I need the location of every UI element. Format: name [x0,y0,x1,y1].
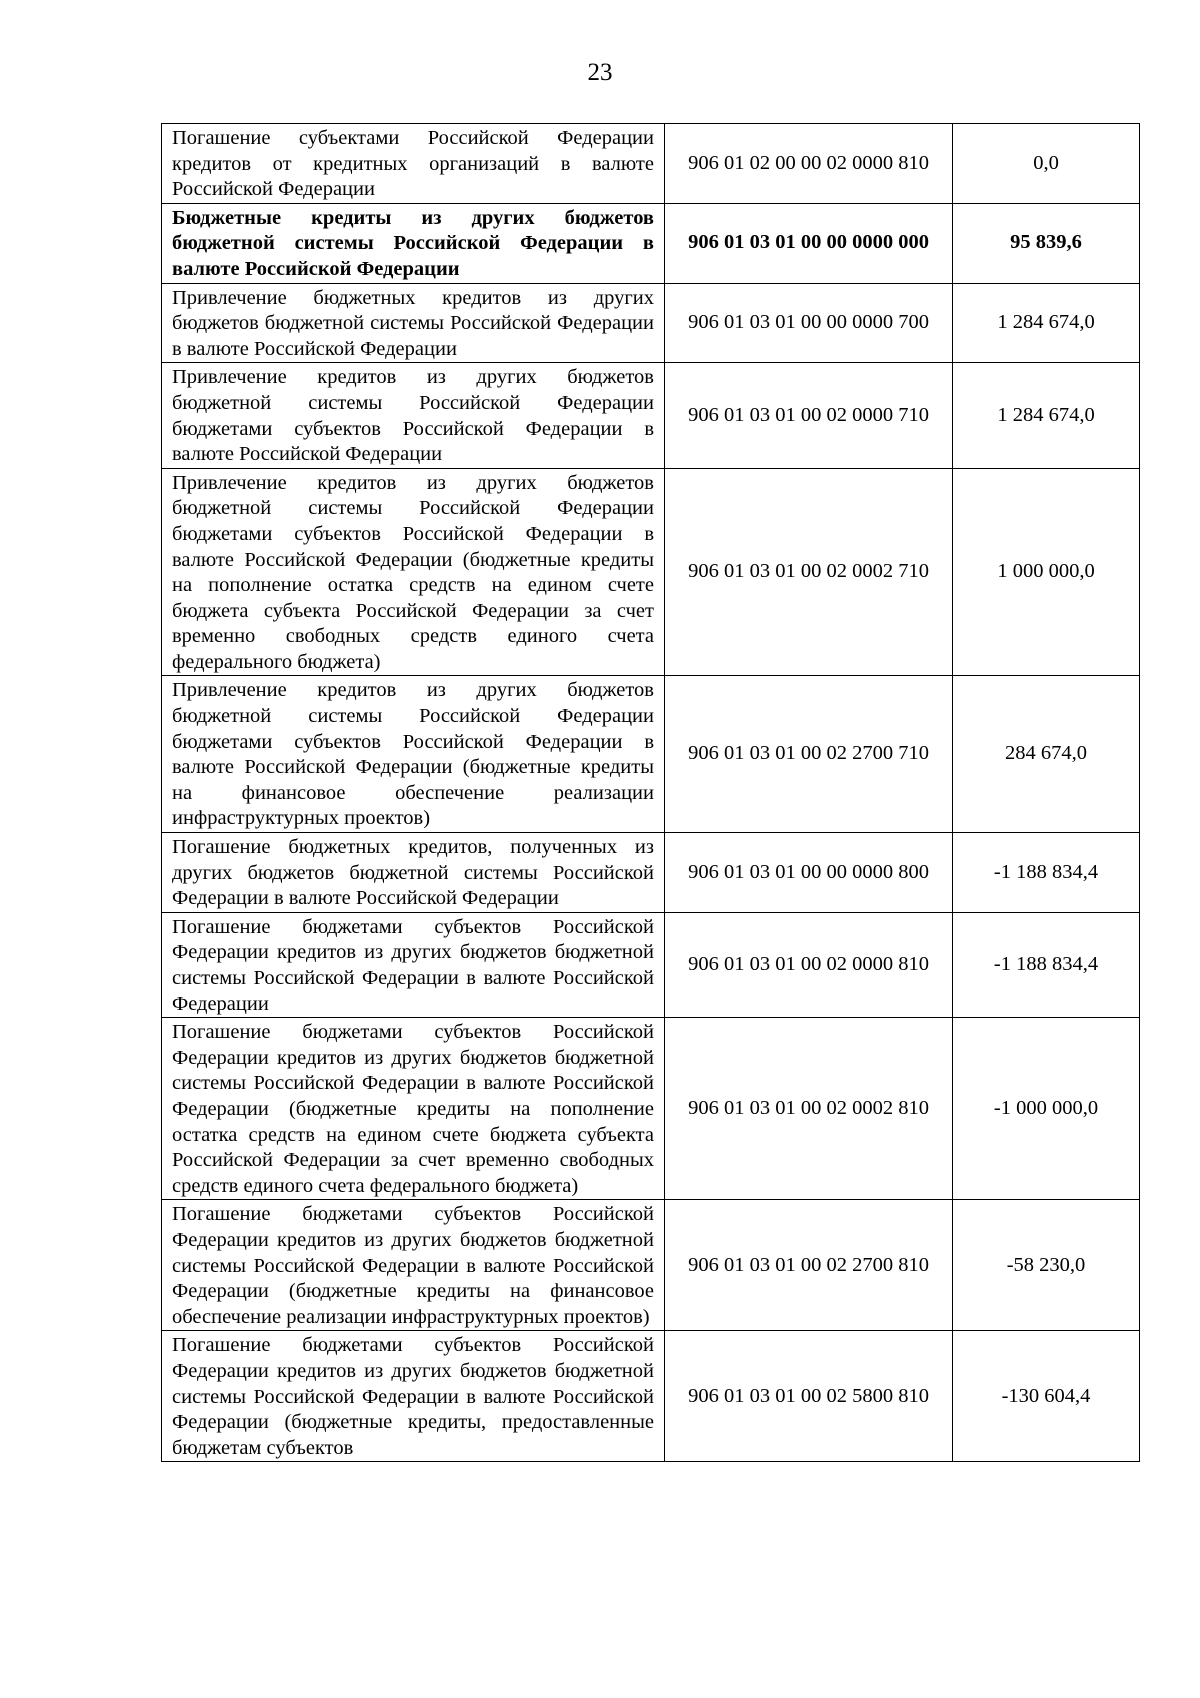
row-description: Привлечение кредитов из других бюджетов бюджетной системы Российской Федерации бюджетами субъектов Российской Федерации в валюте Российской Федерации (бюджетные кредиты на финансовое обеспечение реализации инфраструктурных проектов) [162,676,665,833]
row-code: 906 01 03 01 00 00 0000 800 [665,833,953,913]
row-code: 906 01 03 01 00 02 5800 810 [665,1331,953,1462]
row-code: 906 01 02 00 00 02 0000 810 [665,124,953,204]
row-code: 906 01 03 01 00 02 0000 710 [665,363,953,468]
row-code: 906 01 03 01 00 00 0000 000 [665,203,953,283]
row-amount: 1 284 674,0 [953,283,1140,363]
row-amount: 284 674,0 [953,676,1140,833]
row-description: Бюджетные кредиты из других бюджетов бюджетной системы Российской Федерации в валюте Российской Федерации [162,203,665,283]
table-row [162,912,1140,1017]
page-number: 23 [587,59,613,86]
table-row [162,124,1140,204]
row-description: Погашение бюджетных кредитов, полученных из других бюджетов бюджетной системы Российской Федерации в валюте Российской Федерации [162,833,665,913]
row-amount: -1 000 000,0 [953,1018,1140,1200]
row-description: Привлечение бюджетных кредитов из других бюджетов бюджетной системы Российской Федерации в валюте Российской Федерации [162,283,665,363]
row-description: Погашение бюджетами субъектов Российской Федерации кредитов из других бюджетов бюджетной системы Российской Федерации в валюте Российской Федерации (бюджетные кредиты, предоставленные бюджетам субъектов [162,1331,665,1462]
row-amount: -58 230,0 [953,1200,1140,1331]
table-row [162,363,1140,468]
row-amount: -1 188 834,4 [953,912,1140,1017]
row-code: 906 01 03 01 00 00 0000 700 [665,283,953,363]
row-amount: 1 284 674,0 [953,363,1140,468]
row-amount: 1 000 000,0 [953,468,1140,676]
table-row [162,1018,1140,1200]
table-row-section-total [162,203,1140,283]
row-amount: -1 188 834,4 [953,833,1140,913]
row-description: Привлечение кредитов из других бюджетов бюджетной системы Российской Федерации бюджетами субъектов Российской Федерации в валюте Российской Федерации (бюджетные кредиты на пополнение остатка средств на едином счете бюджета субъекта Российской Федерации за счет временно свободных средств единого счета федерального бюджета) [162,468,665,676]
row-code: 906 01 03 01 00 02 0002 810 [665,1018,953,1200]
table-row [162,283,1140,363]
row-description: Погашение бюджетами субъектов Российской Федерации кредитов из других бюджетов бюджетной системы Российской Федерации в валюте Российской Федерации [162,912,665,1017]
row-amount: -130 604,4 [953,1331,1140,1462]
row-description: Погашение бюджетами субъектов Российской Федерации кредитов из других бюджетов бюджетной системы Российской Федерации в валюте Российской Федерации (бюджетные кредиты на финансовое обеспечение реализации инфраструктурных проектов) [162,1200,665,1331]
row-code: 906 01 03 01 00 02 2700 810 [665,1200,953,1331]
table-row [162,833,1140,913]
budget-sources-table [161,123,1140,1462]
row-code: 906 01 03 01 00 02 0000 810 [665,912,953,1017]
table-row [162,1331,1140,1462]
table-row [162,1200,1140,1331]
row-amount: 95 839,6 [953,203,1140,283]
row-code: 906 01 03 01 00 02 2700 710 [665,676,953,833]
table-row [162,676,1140,833]
row-description: Привлечение кредитов из других бюджетов бюджетной системы Российской Федерации бюджетами субъектов Российской Федерации в валюте Российской Федерации [162,363,665,468]
row-code: 906 01 03 01 00 02 0002 710 [665,468,953,676]
row-amount: 0,0 [953,124,1140,204]
row-description: Погашение субъектами Российской Федерации кредитов от кредитных организаций в валюте Российской Федерации [162,124,665,204]
row-description: Погашение бюджетами субъектов Российской Федерации кредитов из других бюджетов бюджетной системы Российской Федерации в валюте Российской Федерации (бюджетные кредиты на пополнение остатка средств на едином счете бюджета субъекта Российской Федерации за счет временно свободных средств единого счета федерального бюджета) [162,1018,665,1200]
table-row [162,468,1140,676]
